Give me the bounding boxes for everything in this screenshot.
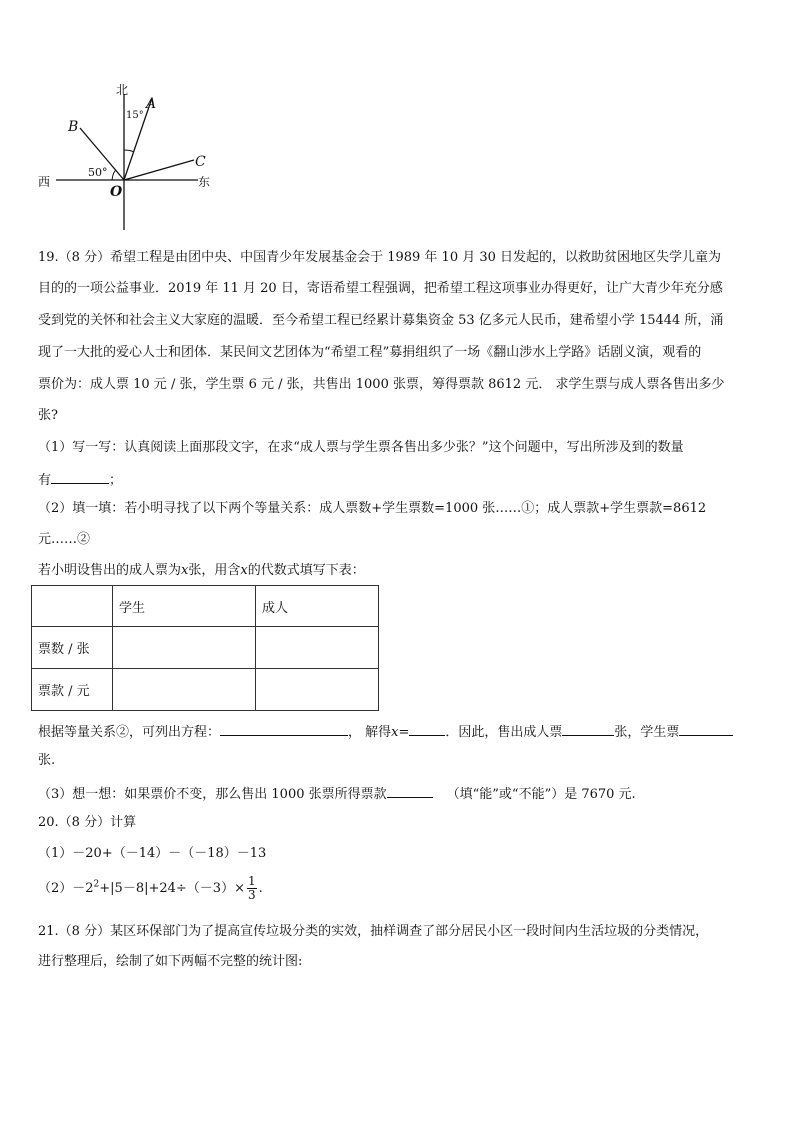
label-C: C <box>195 154 206 170</box>
var-x: x <box>391 725 399 740</box>
var-x: x <box>181 563 189 578</box>
q20-p2-a: （2）－2 <box>38 881 94 896</box>
table-header-student: 学生 <box>113 586 256 627</box>
table-cell-student-amount[interactable] <box>113 669 256 711</box>
q19-part1-suffix: ； <box>109 473 123 488</box>
q19-part1-blank[interactable] <box>51 470 109 484</box>
label-B: B <box>68 119 79 135</box>
var-x: x <box>240 563 248 578</box>
q19-part1-question: （1）写一写：认真阅读上面那段文字，在求“成人票与学生票各售出多少张？”这个问题中，写出所涉及到的数量 <box>38 440 684 455</box>
fraction-denominator: 3 <box>247 888 256 902</box>
label-O: O <box>110 184 123 200</box>
q20-part2 <box>38 875 763 902</box>
q19-part3-pre: （3）想一想：如果票价不变，那么售出 1000 张票所得票款 <box>38 787 387 802</box>
q19-part2-line-2: 元……② <box>38 532 91 547</box>
angle-50: 50° <box>88 166 108 179</box>
q19-part3-line <box>38 784 763 803</box>
angle-15: 15° <box>126 110 144 121</box>
part3-blank[interactable] <box>387 784 433 798</box>
table-header-adult: 成人 <box>256 586 379 627</box>
q19-line-3: 受到党的关怀和社会主义大家庭的温暖．至今希望工程已经累计募集资金 53 亿多元人民币，建希望小学 15444 所，涌 <box>38 313 724 328</box>
q19-part1-answer-line <box>38 470 763 489</box>
label-west: 西 <box>38 175 51 189</box>
fraction-numerator: 1 <box>247 874 256 888</box>
table-cell-student-count[interactable] <box>113 627 256 669</box>
q19-line-1: 19.（8 分）希望工程是由团中央、中国青少年发展基金会于 1989 年 10 月 30 日发起的，以救助贫困地区失学儿童为 <box>38 250 722 265</box>
q19-part2-line-3 <box>38 563 763 579</box>
q20-p2-end: . <box>258 881 263 896</box>
q19-eq-post1: ．因此，售出成人票 <box>445 725 563 740</box>
q19-part1-prefix: 有 <box>38 473 52 488</box>
label-north: 北 <box>116 83 129 97</box>
q19-eq-post2: 张，学生票 <box>614 725 680 740</box>
arc-50 <box>112 170 116 180</box>
solution-blank[interactable] <box>409 722 445 736</box>
fraction-one-third <box>247 875 257 902</box>
student-tickets-blank[interactable] <box>679 722 733 736</box>
q21-line-2: 进行整理后，绘制了如下两幅不完整的统计图: <box>38 954 303 969</box>
q20-p2-b: +|5－8|+24÷（－3）× <box>99 881 245 896</box>
q19-line-4: 现了一大批的爱心人士和团体．某民间文艺团体为“希望工程”募捐组织了一场《翻山涉水上学路》话剧义演，观看的 <box>38 345 702 360</box>
q19-eq-end: 张. <box>38 753 56 768</box>
q20-part1: （1）－20+（－14）－（－18）－13 <box>38 846 267 861</box>
label-A: A <box>146 96 157 112</box>
q19-part2-line-1: （2）填一填：若小明寻找了以下两个等量关系：成人票数+学生票数=1000 张……①；成人票款+学生票款=8612 <box>38 501 707 516</box>
q19-part2-mid: 张，用含 <box>188 563 241 578</box>
equation-blank[interactable] <box>220 722 348 736</box>
table-row-label-count: 票数 / 张 <box>32 627 113 669</box>
table-cell-adult-count[interactable] <box>256 627 379 669</box>
q19-line-5: 票价为：成人票 10 元 / 张，学生票 6 元 / 张，共售出 1000 张票，筹得票款 8612 元． 求学生票与成人票各售出多少 <box>38 377 725 392</box>
table-corner-cell <box>32 586 113 627</box>
label-east: 东 <box>198 175 211 189</box>
q19-equation-line <box>38 722 763 741</box>
q19-part2-pre: 若小明设售出的成人票为 <box>38 563 182 578</box>
q20-p2-exponent: 2 <box>93 879 100 890</box>
q19-part2-post: 的代数式填写下表： <box>247 563 365 578</box>
q19-line-6: 张? <box>38 408 58 423</box>
table-row-label-amount: 票款 / 元 <box>32 669 113 711</box>
q19-eq-mid: ， 解得 <box>348 725 392 740</box>
answer-table <box>31 585 379 711</box>
q20-title: 20.（8 分）计算 <box>38 815 137 830</box>
direction-diagram <box>30 80 230 235</box>
q19-eq-equals: = <box>398 725 410 740</box>
q19-line-2: 目的的一项公益事业．2019 年 11 月 20 日，寄语希望工程强调，把希望工程这项事业办得更好，让广大青少年充分感 <box>38 281 723 296</box>
adult-tickets-blank[interactable] <box>562 722 614 736</box>
ray-OC <box>124 160 194 180</box>
table-cell-adult-amount[interactable] <box>256 669 379 711</box>
arc-15 <box>124 150 134 152</box>
q21-line-1: 21.（8 分）某区环保部门为了提高宣传垃圾分类的实效，抽样调查了部分居民小区一段时间内生活垃圾的分类情况， <box>38 924 709 939</box>
q19-part3-post: （填“能”或“不能”）是 7670 元. <box>446 787 636 802</box>
q19-eq-pre: 根据等量关系②，可列出方程： <box>38 725 221 740</box>
